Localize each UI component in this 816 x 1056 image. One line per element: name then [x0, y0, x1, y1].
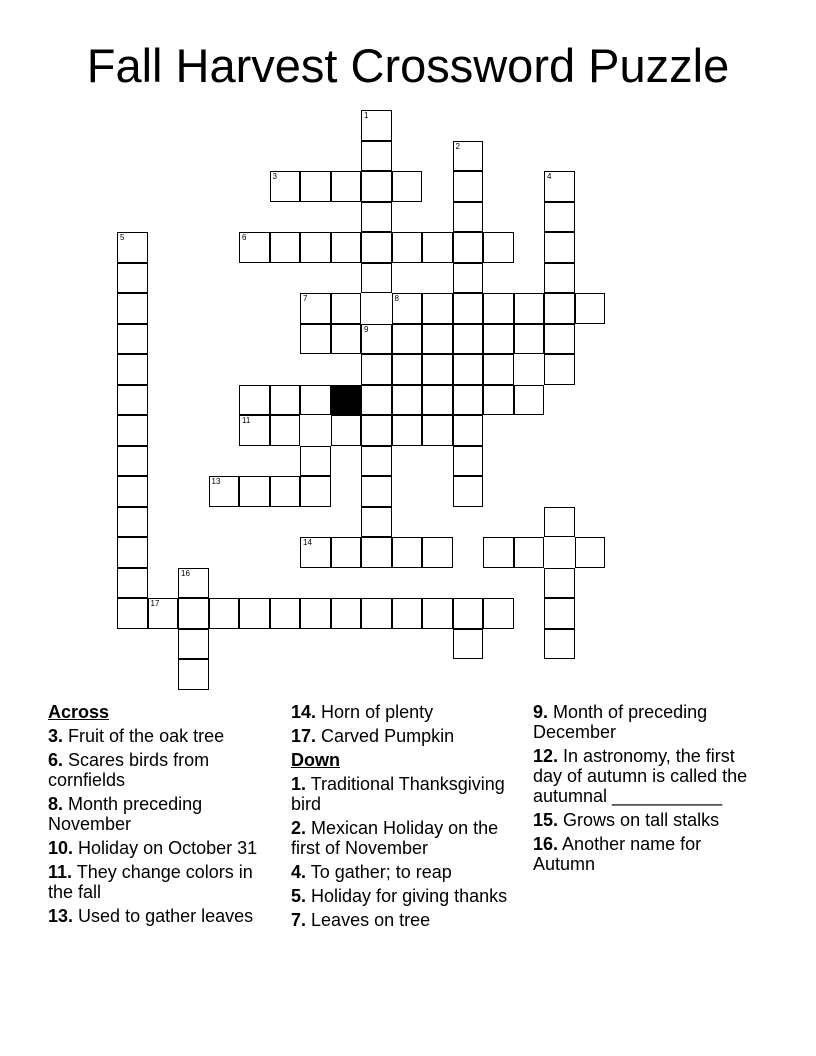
clue-column-1	[48, 702, 280, 930]
crossword-cell[interactable]	[300, 293, 331, 324]
clue-across-10: 10. Holiday on October 31	[48, 838, 258, 858]
crossword-cell[interactable]	[544, 263, 575, 294]
crossword-cell[interactable]	[361, 263, 392, 294]
crossword-cell[interactable]	[117, 598, 148, 629]
crossword-cell[interactable]	[178, 659, 209, 690]
crossword-cell[interactable]	[178, 568, 209, 599]
crossword-cell[interactable]	[361, 171, 392, 202]
crossword-cell[interactable]	[453, 232, 484, 263]
down-heading: Down	[291, 750, 340, 770]
crossword-cell[interactable]	[392, 385, 423, 416]
clue-number: 8	[394, 294, 399, 303]
crossword-cell[interactable]	[453, 415, 484, 446]
crossword-cell[interactable]	[544, 232, 575, 263]
crossword-cell[interactable]	[117, 415, 148, 446]
crossword-cell[interactable]	[117, 385, 148, 416]
crossword-cell[interactable]	[361, 415, 392, 446]
clue-down-7: 7. Leaves on tree	[291, 910, 431, 930]
crossword-cell[interactable]	[422, 537, 453, 568]
crossword-cell[interactable]	[422, 415, 453, 446]
crossword-cell[interactable]	[483, 537, 514, 568]
crossword-cell[interactable]	[422, 232, 453, 263]
clue-down-12: 12. In astronomy, the first day of autumn is called the autumnal ___________	[533, 746, 748, 806]
crossword-cell[interactable]	[300, 476, 331, 507]
crossword-cell[interactable]	[300, 171, 331, 202]
clue-down-15: 15. Grows on tall stalks	[533, 810, 720, 830]
crossword-cell[interactable]	[544, 568, 575, 599]
crossword-cell[interactable]	[300, 232, 331, 263]
crossword-cell[interactable]	[422, 293, 453, 324]
crossword-cell[interactable]	[453, 354, 484, 385]
crossword-cell[interactable]	[422, 324, 453, 355]
clue-across-3: 3. Fruit of the oak tree	[48, 726, 225, 746]
crossword-cell[interactable]	[300, 446, 331, 477]
crossword-cell[interactable]	[117, 324, 148, 355]
crossword-cell[interactable]	[575, 293, 606, 324]
crossword-cell[interactable]	[117, 263, 148, 294]
crossword-cell[interactable]	[453, 629, 484, 660]
crossword-cell[interactable]	[331, 598, 362, 629]
crossword-cell[interactable]	[544, 202, 575, 233]
crossword-cell[interactable]	[239, 598, 270, 629]
crossword-cell[interactable]	[270, 385, 301, 416]
crossword-cell[interactable]	[117, 293, 148, 324]
crossword-cell[interactable]	[117, 476, 148, 507]
crossword-cell[interactable]	[514, 293, 545, 324]
crossword-cell[interactable]	[575, 537, 606, 568]
clue-number: 1	[364, 111, 369, 120]
black-square	[331, 385, 362, 416]
crossword-cell[interactable]	[392, 324, 423, 355]
clue-column-2	[291, 702, 523, 934]
crossword-cell[interactable]	[361, 324, 392, 355]
crossword-cell[interactable]	[331, 324, 362, 355]
clue-across-6: 6. Scares birds from cornfields	[48, 750, 210, 790]
crossword-cell[interactable]	[483, 598, 514, 629]
crossword-cell[interactable]	[331, 415, 362, 446]
crossword-cell[interactable]	[361, 110, 392, 141]
clue-across-8: 8. Month preceding November	[48, 794, 203, 834]
crossword-cell[interactable]	[117, 568, 148, 599]
crossword-cell[interactable]	[270, 415, 301, 446]
clue-down-5: 5. Holiday for giving thanks	[291, 886, 508, 906]
clue-number: 4	[547, 172, 552, 181]
clue-down-16: 16. Another name for Autumn	[533, 834, 702, 874]
crossword-cell[interactable]	[117, 507, 148, 538]
crossword-cell[interactable]	[483, 232, 514, 263]
crossword-cell[interactable]	[117, 446, 148, 477]
clue-number: 11	[242, 416, 251, 425]
crossword-cell[interactable]	[209, 476, 240, 507]
crossword-cell[interactable]	[300, 385, 331, 416]
crossword-cell[interactable]	[422, 385, 453, 416]
crossword-cell[interactable]	[544, 354, 575, 385]
clue-number: 9	[364, 324, 369, 334]
crossword-cell[interactable]	[270, 232, 301, 263]
crossword-cell[interactable]	[483, 354, 514, 385]
crossword-cell[interactable]	[361, 598, 392, 629]
crossword-cell[interactable]	[178, 598, 209, 629]
crossword-cell[interactable]	[239, 232, 270, 263]
clue-number: 7	[303, 294, 308, 303]
clue-number: 13	[211, 477, 221, 486]
clue-column-3	[533, 702, 765, 878]
clue-number: 3	[272, 172, 277, 181]
crossword-cell[interactable]	[209, 598, 240, 629]
crossword-cell[interactable]	[544, 293, 575, 324]
crossword-cell[interactable]	[361, 232, 392, 263]
crossword-cell[interactable]	[544, 598, 575, 629]
crossword-cell[interactable]	[270, 598, 301, 629]
clue-number: 16	[181, 568, 190, 578]
crossword-cell[interactable]	[331, 293, 362, 324]
crossword-cell[interactable]	[514, 385, 545, 416]
crossword-cell[interactable]	[453, 476, 484, 507]
crossword-cell[interactable]	[392, 293, 423, 324]
crossword-cell[interactable]	[331, 537, 362, 568]
crossword-cell[interactable]	[270, 171, 301, 202]
crossword-cell[interactable]	[392, 537, 423, 568]
crossword-cell[interactable]	[453, 293, 484, 324]
clue-number: 6	[242, 233, 247, 242]
crossword-cell[interactable]	[422, 354, 453, 385]
crossword-cell[interactable]	[453, 324, 484, 355]
crossword-cell[interactable]	[331, 171, 362, 202]
crossword-cell[interactable]	[483, 293, 514, 324]
across-heading: Across	[48, 702, 110, 722]
crossword-cell[interactable]	[483, 324, 514, 355]
crossword-cell[interactable]	[453, 446, 484, 477]
crossword-cell[interactable]	[392, 598, 423, 629]
crossword-cell[interactable]	[544, 324, 575, 355]
crossword-cell[interactable]	[361, 476, 392, 507]
crossword-cell[interactable]	[422, 598, 453, 629]
crossword-cell[interactable]	[239, 476, 270, 507]
crossword-cell[interactable]	[300, 537, 331, 568]
crossword-cell[interactable]	[148, 598, 179, 629]
crossword-cell[interactable]	[361, 537, 392, 568]
crossword-cell[interactable]	[392, 171, 423, 202]
crossword-cell[interactable]	[544, 629, 575, 660]
crossword-cell[interactable]	[392, 354, 423, 385]
crossword-cell[interactable]	[392, 415, 423, 446]
clue-down-9: 9. Month of preceding December	[533, 702, 708, 742]
crossword-cell[interactable]	[117, 354, 148, 385]
crossword-cell[interactable]	[239, 415, 270, 446]
crossword-cell[interactable]	[361, 385, 392, 416]
page-title: Fall Harvest Crossword Puzzle	[86, 39, 730, 92]
crossword-cell[interactable]	[453, 171, 484, 202]
crossword-cell[interactable]	[361, 446, 392, 477]
crossword-cell[interactable]	[544, 171, 575, 202]
clue-across-11: 11. They change colors in the fall	[48, 862, 253, 902]
crossword-cell[interactable]	[361, 202, 392, 233]
crossword-cell[interactable]	[361, 141, 392, 172]
clue-across-17: 17. Carved Pumpkin	[291, 726, 455, 746]
crossword-cell[interactable]	[178, 629, 209, 660]
clue-number: 17	[150, 599, 160, 608]
crossword-cell[interactable]	[117, 232, 148, 263]
crossword-cell[interactable]	[514, 537, 545, 568]
crossword-cell[interactable]	[239, 385, 270, 416]
clue-across-14: 14. Horn of plenty	[291, 702, 434, 722]
crossword-cell[interactable]	[361, 354, 392, 385]
crossword-cell[interactable]	[453, 385, 484, 416]
crossword-cell[interactable]	[392, 232, 423, 263]
crossword-cell[interactable]	[300, 324, 331, 355]
crossword-cell[interactable]	[117, 537, 148, 568]
clue-down-2: 2. Mexican Holiday on the first of November	[291, 818, 499, 858]
crossword-cell[interactable]	[483, 385, 514, 416]
crossword-cell[interactable]	[514, 324, 545, 355]
clue-down-1: 1. Traditional Thanksgiving bird	[291, 774, 505, 814]
crossword-cell[interactable]	[544, 507, 575, 538]
crossword-cell[interactable]	[300, 598, 331, 629]
clue-number: 14	[303, 538, 312, 547]
clue-down-4: 4. To gather; to reap	[291, 862, 452, 882]
clue-number: 5	[120, 233, 125, 242]
crossword-cell[interactable]	[331, 232, 362, 263]
crossword-cell[interactable]	[453, 263, 484, 294]
crossword-cell[interactable]	[270, 476, 301, 507]
crossword-cell[interactable]	[361, 507, 392, 538]
clue-number: 2	[455, 141, 460, 151]
crossword-cell[interactable]	[453, 141, 484, 172]
clue-across-13: 13. Used to gather leaves	[48, 906, 254, 926]
crossword-cell[interactable]	[453, 202, 484, 233]
crossword-cell[interactable]	[453, 598, 484, 629]
